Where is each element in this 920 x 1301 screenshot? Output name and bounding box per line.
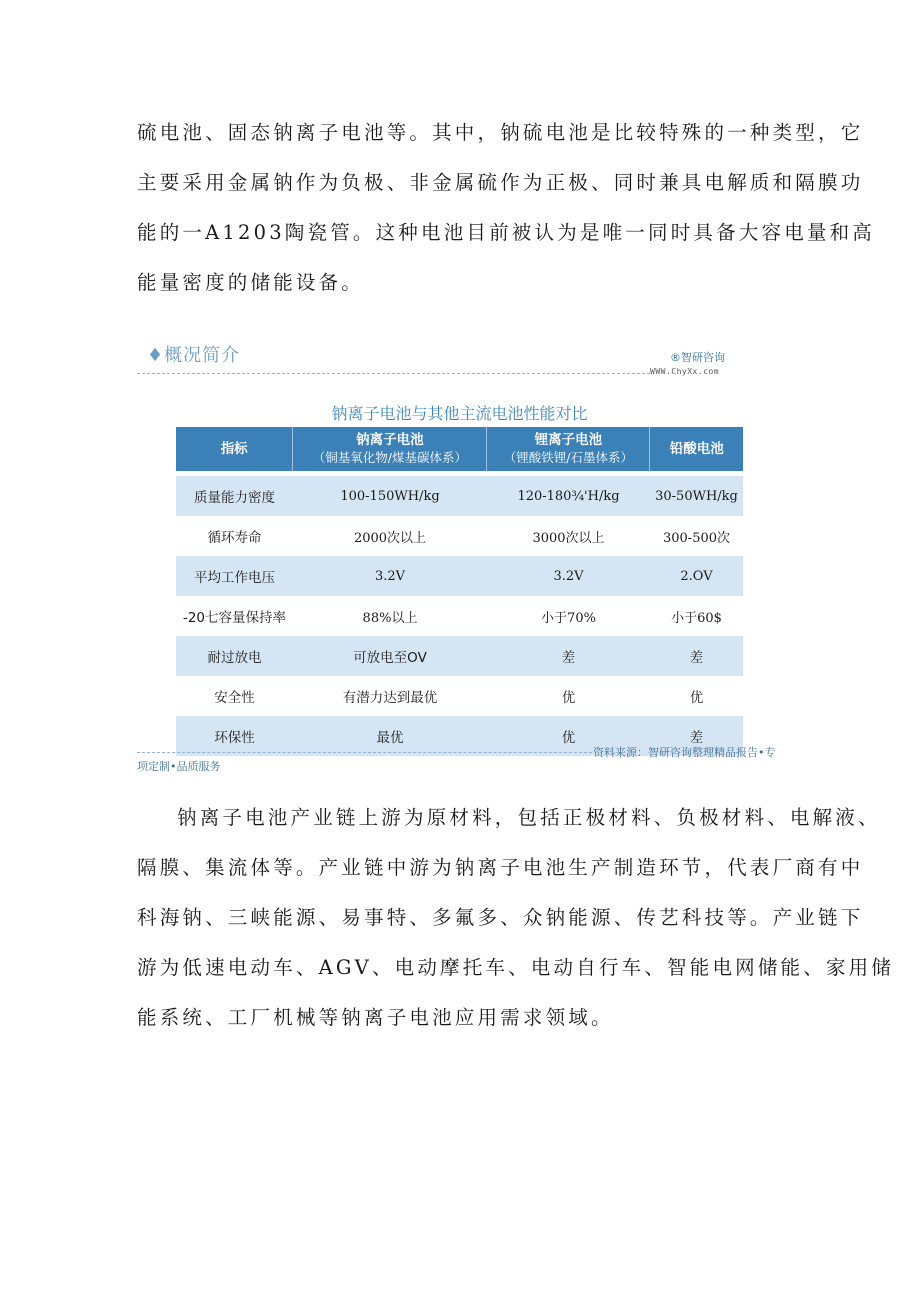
paragraph-industry-chain bbox=[137, 793, 895, 1043]
table-cell: 30-50WH/kg bbox=[655, 488, 738, 504]
header-cell bbox=[487, 427, 650, 471]
header-cell bbox=[293, 427, 487, 471]
table-cell: 120-180¾'H/kg bbox=[517, 488, 620, 504]
table-cell: 优 bbox=[561, 690, 576, 706]
table-cell: 差 bbox=[689, 650, 704, 666]
table-cell: 循环寿命 bbox=[207, 530, 262, 546]
table-cell: -20七容量保持率 bbox=[182, 610, 287, 626]
table-cell: 质量能力密度 bbox=[194, 490, 275, 506]
table-cell: 88%以上 bbox=[362, 610, 418, 626]
table-body bbox=[176, 476, 743, 756]
text-line: 硫电池、固态钠离子电池等。其中，钠硫电池是比较特殊的一种类型，它 bbox=[137, 121, 864, 144]
table-cell: 小于70% bbox=[541, 610, 596, 626]
header-main: 铅酸电池 bbox=[669, 441, 724, 457]
brand-logo-text: ®智研咨询 bbox=[670, 351, 725, 364]
table-cell: 安全性 bbox=[214, 690, 255, 706]
table-cell: 100-150WH/kg bbox=[340, 488, 440, 504]
source-note-continued: 项定制•品质服务 bbox=[137, 760, 221, 773]
table-title: 钠离子电池与其他主流电池性能对比 bbox=[331, 404, 588, 423]
text-line: 隔膜、集流体等。产业链中游为钠离子电池生产制造环节，代表厂商有中 bbox=[137, 856, 864, 879]
table-cell: 耐过放电 bbox=[207, 650, 262, 666]
header-main: 指标 bbox=[220, 441, 248, 457]
table-header-row bbox=[176, 427, 743, 471]
table-cell: 环保性 bbox=[214, 730, 255, 746]
table-row bbox=[176, 476, 743, 516]
table-cell: 300-500次 bbox=[662, 530, 731, 546]
table-cell: 优 bbox=[561, 730, 576, 746]
paragraph-intro bbox=[137, 108, 876, 308]
table-row bbox=[176, 676, 743, 716]
table-cell: 小于60$ bbox=[671, 610, 722, 626]
table-cell: 差 bbox=[689, 730, 704, 746]
header-main: 锂离子电池 bbox=[534, 432, 603, 448]
header-cell bbox=[176, 427, 293, 471]
table-row bbox=[176, 556, 743, 596]
table-row bbox=[176, 636, 743, 676]
table-cell: 2000次以上 bbox=[353, 530, 427, 546]
text-line: 科海钠、三峡能源、易事特、多氟多、众钠能源、传艺科技等。产业链下 bbox=[137, 906, 864, 929]
brand-url: WWW.ChyXx.com bbox=[650, 367, 720, 376]
table-cell: 2.OV bbox=[680, 568, 713, 584]
section-title: ♦概况简介 bbox=[147, 345, 241, 366]
table-cell: 3.2V bbox=[553, 568, 584, 584]
text-line: 能量密度的储能设备。 bbox=[137, 271, 365, 294]
header-sub: （铜基氧化物/煤基碳体系） bbox=[312, 450, 467, 465]
table-cell: 最优 bbox=[376, 730, 404, 746]
header-cell bbox=[650, 427, 743, 471]
table-cell: 平均工作电压 bbox=[194, 570, 275, 586]
text-line: 能系统、工厂机械等钠离子电池应用需求领域。 bbox=[137, 1006, 614, 1029]
text-line: 主要采用金属钠作为负极、非金属硫作为正极、同时兼具电解质和隔膜功 bbox=[137, 171, 864, 194]
table-cell: 有潜力达到最优 bbox=[342, 690, 438, 706]
table-cell: 3.2V bbox=[374, 568, 406, 584]
text-line: 能的一A1203陶瓷管。这种电池目前被认为是唯一同时具备大容电量和高 bbox=[137, 221, 876, 244]
source-divider bbox=[137, 752, 592, 753]
source-note: 资料来源：智研咨询整理精品报告•专 bbox=[593, 746, 776, 759]
header-main: 钠离子电池 bbox=[356, 432, 424, 448]
table-row bbox=[176, 516, 743, 556]
table-cell: 优 bbox=[689, 690, 704, 706]
table-cell: 差 bbox=[561, 650, 576, 666]
table-row bbox=[176, 596, 743, 636]
table-cell: 可放电至OV bbox=[353, 650, 427, 666]
header-sub: （锂酸铁锂/石墨体系） bbox=[503, 450, 634, 465]
section-divider bbox=[137, 373, 650, 374]
comparison-table bbox=[176, 427, 743, 756]
table-cell: 3000次以上 bbox=[532, 530, 605, 546]
text-line: 游为低速电动车、AGV、电动摩托车、电动自行车、智能电网储能、家用储 bbox=[137, 956, 895, 979]
text-line: 钠离子电池产业链上游为原材料，包括正极材料、负极材料、电解液、 bbox=[177, 806, 881, 829]
